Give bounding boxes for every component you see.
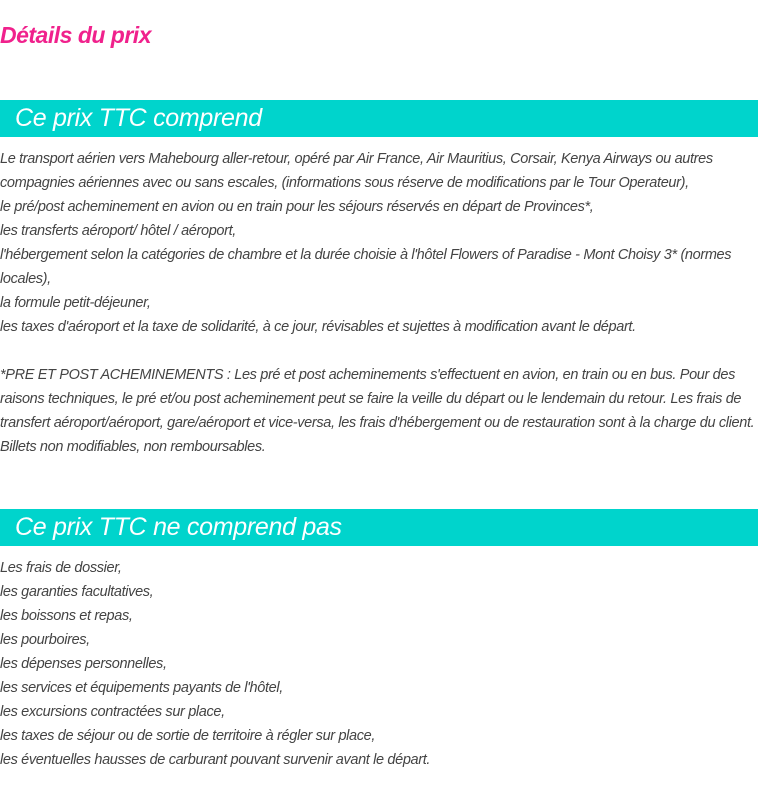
excluded-section-banner <box>0 509 758 546</box>
excluded-section-heading: Ce prix TTC ne comprend pas <box>15 513 342 541</box>
excluded-item: Les frais de dossier, <box>0 560 122 576</box>
excluded-item: les boissons et repas, <box>0 608 133 624</box>
included-section-heading: Ce prix TTC comprend <box>15 104 262 132</box>
excluded-list <box>0 556 758 772</box>
included-item: la formule petit-déjeuner, <box>0 295 151 311</box>
pre-post-transport-note: *PRE ET POST ACHEMINEMENTS : Les pré et post acheminements s'effectuent en avion, en train ou en bus. Pour des raisons techniques, le pré et/ou post acheminement peut se faire la veille du départ ou le lendemain du retour. Les frais de transfert aéroport/aéroport, gare/aéroport et vice-versa, les frais d'hébergement ou de restauration sont à la charge du client. Billets non modifiables, non remboursables. <box>0 367 755 455</box>
excluded-item: les garanties facultatives, <box>0 584 154 600</box>
included-item: l'hébergement selon la catégories de chambre et la durée choisie à l'hôtel Flowers of Paradise - Mont Choisy 3* (normes locales), <box>0 247 732 287</box>
excluded-item: les excursions contractées sur place, <box>0 704 225 720</box>
included-list <box>0 147 758 459</box>
excluded-item: les dépenses personnelles, <box>0 656 167 672</box>
page-title: Détails du prix <box>0 22 151 48</box>
included-item: Le transport aérien vers Mahebourg aller-retour, opéré par Air France, Air Mauritius, Corsair, Kenya Airways ou autres compagnies aériennes avec ou sans escales, (informations sous réserve de modifications par le Tour Operateur), <box>0 151 713 191</box>
included-item: les taxes d'aéroport et la taxe de solidarité, à ce jour, révisables et sujettes à modification avant le départ. <box>0 319 636 335</box>
included-item: le pré/post acheminement en avion ou en train pour les séjours réservés en départ de Provinces*, <box>0 199 594 215</box>
excluded-item: les services et équipements payants de l'hôtel, <box>0 680 283 696</box>
included-item: les transferts aéroport/ hôtel / aéroport, <box>0 223 236 239</box>
excluded-item: les pourboires, <box>0 632 90 648</box>
excluded-item: les éventuelles hausses de carburant pouvant survenir avant le départ. <box>0 752 431 768</box>
spacer <box>0 339 758 363</box>
excluded-item: les taxes de séjour ou de sortie de territoire à régler sur place, <box>0 728 376 744</box>
included-section-banner <box>0 100 758 137</box>
